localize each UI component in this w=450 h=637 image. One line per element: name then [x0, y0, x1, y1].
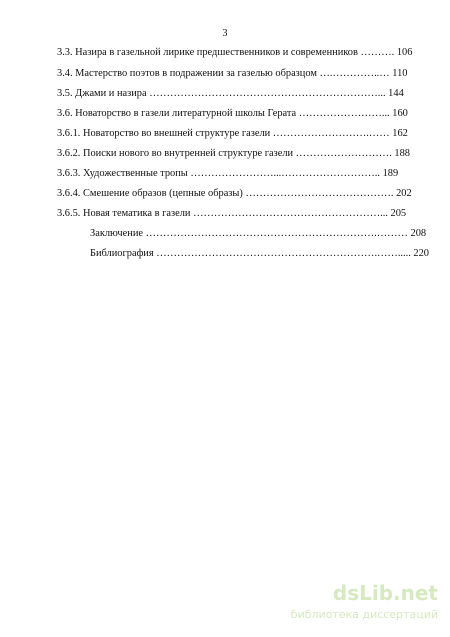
watermark: [268, 581, 438, 625]
page-number: 3: [222, 28, 228, 39]
toc-entry: [0, 67, 450, 81]
toc-entry-text: Библиография ……………………………………………………….……..... 220: [90, 248, 429, 259]
toc-entry-text: 3.6.5. Новая тематика в газели ………………………………………………... 205: [57, 208, 407, 219]
toc-entry: [0, 227, 450, 241]
toc-entry: [0, 187, 450, 201]
toc-entry: [0, 247, 450, 261]
toc-entry: [0, 207, 450, 221]
toc-entry-text: 3.3. Назира в газельной лирике предшественников и современников ………. 106: [57, 47, 413, 58]
toc-entry-text: 3.6.2. Поиски нового во внутренней структуре газели ………………………. 188: [57, 148, 410, 159]
toc-entry: [0, 167, 450, 181]
toc-entry-text: 3.4. Мастерство поэтов в подражении за газелью образцом ….…………..… 110: [57, 68, 408, 79]
toc-entry-text: 3.6.3. Художественные тропы ……………………...……………………….. 189: [57, 168, 399, 179]
watermark-caption: библиотека диссертаций: [290, 608, 438, 621]
watermark-logo: dsLib.net: [332, 581, 438, 605]
toc-entry-text: 3.6.4. Смешение образов (цепные образы) ……………………………………. 202: [57, 188, 412, 199]
toc-entry-text: 3.6.1. Новаторство во внешней структуре газели ……………………….…… 162: [57, 128, 408, 139]
toc-entry-text: 3.5. Джами и назира …………………………………………………………... 144: [57, 88, 404, 99]
toc-entry: [0, 147, 450, 161]
toc-entry: [0, 127, 450, 141]
toc-entry: [0, 107, 450, 121]
toc-entry-text: 3.6. Новаторство в газели литературной школы Герата ……………………... 160: [57, 108, 408, 119]
toc-entry: [0, 46, 450, 60]
toc-entry: [0, 87, 450, 101]
toc-entry-text: Заключение ………………………………………………………….……… 208: [90, 228, 427, 239]
